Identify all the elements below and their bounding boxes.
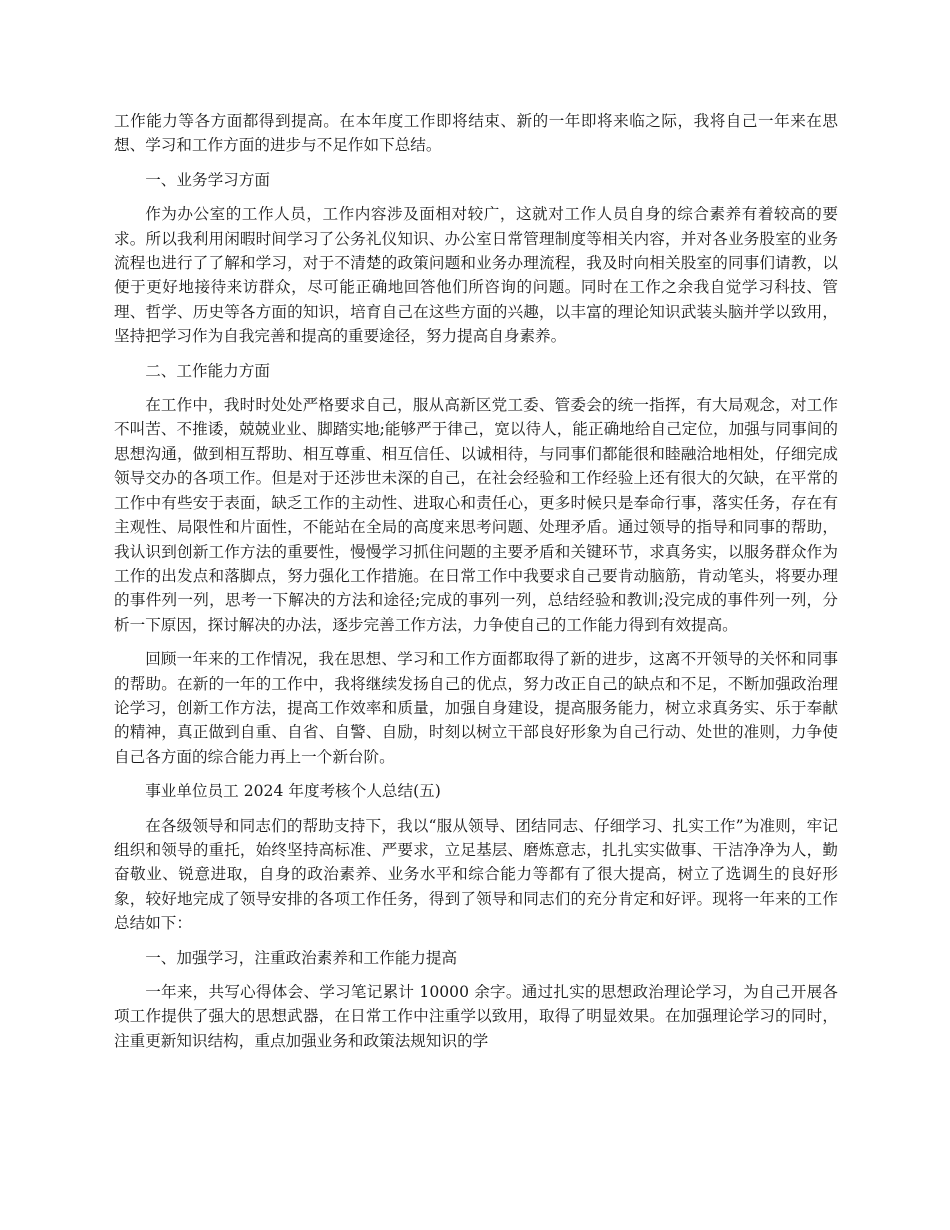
section-heading-work-ability: 二、工作能力方面 xyxy=(145,361,270,380)
paragraph-part-five-intro: 在各级领导和同志们的帮助支持下，我以“服从领导、团结同志、仔细学习、扎实工作”为准则，牢记组织和领导的重托，始终坚持高标准、严要求，立足基层、磨炼意志，扎扎实实做事、干洁净净为人，勤奋敬业、锐意进取，自身的政治素养、业务水平和综合能力等都有了很大提高，树立了选调生的良好形象，较好地完成了领导安排的各项工作任务，得到了领导和同志们的充分肯定和好评。现将一年来的工作总结如下： xyxy=(114,816,838,933)
paragraph-intro-continuation: 工作能力等各方面都得到提高。在本年度工作即将结束、新的一年即将来临之际，我将自己一年来在思想、学习和工作方面的进步与不足作如下总结。 xyxy=(114,112,838,155)
paragraph-business-study: 作为办公室的工作人员，工作内容涉及面相对较广，这就对工作人员自身的综合素养有着较高的要求。所以我利用闲暇时间学习了公务礼仪知识、办公室日常管理制度等相关内容，并对各业务股室的业务流程也进行了了解和学习，对于不清楚的政策问题和业务办理流程，我及时向相关股室的同事们请教，以便于更好地接待来访群众，尽可能正确地回答他们所咨询的问题。同时在工作之余我自觉学习科技、管理、哲学、历史等各方面的知识，培育自己在这些方面的兴趣，以丰富的理论知识武装头脑并学以致用，坚持把学习作为自我完善和提高的重要途径，努力提高自身素养。 xyxy=(114,205,838,346)
section-heading-strengthen-learning: 一、加强学习，注重政治素养和工作能力提高 xyxy=(145,948,458,967)
document-title-part-five: 事业单位员工 2024 年度考核个人总结(五) xyxy=(145,782,441,801)
paragraph-review: 回顾一年来的工作情况，我在思想、学习和工作方面都取得了新的进步，这离不开领导的关怀和同事的帮助。在新的一年的工作中，我将继续发扬自己的优点，努力改正自己的缺点和不足，不断加强政治理论学习，创新工作方法，提高工作效率和质量，加强自身建设，提高服务能力，树立求真务实、乐于奉献的精神，真正做到自重、自省、自警、自励，时刻以树立干部良好形象为自己行动、处世的准则，力争使自己各方面的综合能力再上一个新台阶。 xyxy=(114,650,838,766)
document-body xyxy=(114,109,838,1063)
section-heading-business-study: 一、业务学习方面 xyxy=(145,170,270,189)
paragraph-work-ability: 在工作中，我时时处处严格要求自己，服从高新区党工委、管委会的统一指挥，有大局观念，对工作不叫苦、不推诿，兢兢业业、脚踏实地;能够严于律己，宽以待人，能正确地给自己定位，加强与同事间的思想沟通，做到相互帮助、相互尊重、相互信任、以诚相待，与同事们都能很和睦融洽地相处，仔细完成领导交办的各项工作。但是对于还涉世未深的自己，在社会经验和工作经验上还有很大的欠缺，在平常的工作中有些安于表面，缺乏工作的主动性、进取心和责任心，更多时候只是奉命行事，落实任务，存在有主观性、局限性和片面性，不能站在全局的高度来思考问题、处理矛盾。通过领导的指导和同事的帮助，我认识到创新工作方法的重要性，慢慢学习抓住问题的主要矛盾和关键环节，求真务实，以服务群众作为工作的出发点和落脚点，努力强化工作措施。在日常工作中我要求自己要肯动脑筋，肯动笔头，将要办理的事件列一列，思考一下解决的方法和途径;完成的事列一列，总结经验和教训;没完成的事件列一列，分析一下原因，探讨解决的办法，逐步完善工作方法，力争使自己的工作能力得到有效提高。 xyxy=(114,396,838,634)
paragraph-strengthen-learning: 一年来，共写心得体会、学习笔记累计 10000 余字。通过扎实的思想政治理论学习，为自己开展各项工作提供了强大的思想武器，在日常工作中注重学以致用，取得了明显效果。在加强理论学习的同时，注重更新知识结构，重点加强业务和政策法规知识的学 xyxy=(114,983,838,1050)
